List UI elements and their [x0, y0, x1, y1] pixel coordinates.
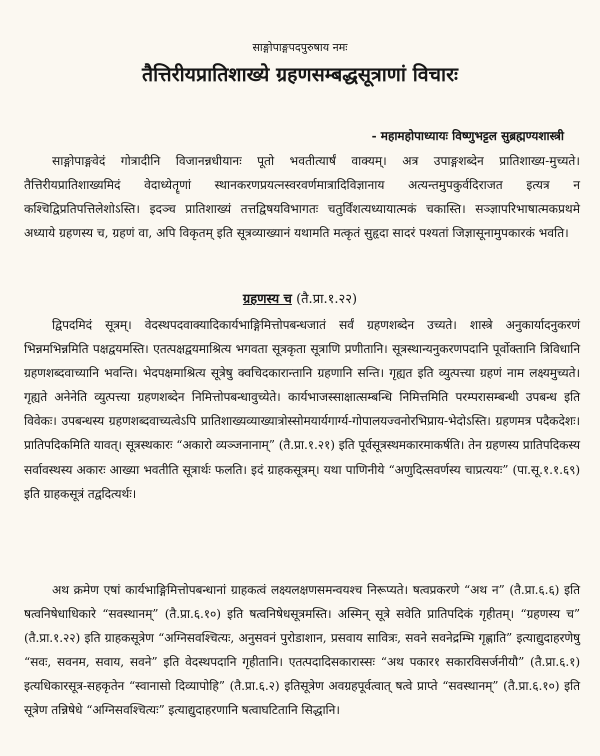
section-heading [0, 289, 600, 307]
body-block-2 [24, 578, 580, 723]
section-heading-ref: (तै.प्रा.१.२२) [296, 292, 358, 307]
body-paragraph-2: अथ क्रमेण एषां कार्यभाङ्गिमित्तोपबन्धानां ग्राहकत्वं लक्ष्यलक्षणसमन्वयश्च निरूप्यते। षत्वप्रकरणे “अथ न” (तै.प्रा.६.६) इति षत्वनिषेधाधिकारे “सवस्थानम्” (तै.प्रा.६.१०) इति षत्वनिषेधसूत्रमस्ति। अस्मिन् सूत्रे सवेति प्रातिपदिकं गृहीतम्। “ग्रहणस्य च” (तै.प्रा.१.२२) इति ग्राहकसूत्रेण “अग्निसवश्चित्यः, अनुसवनं पुरोडाशान, प्रसवाय सावित्रः, सवने सवनेद्रम्भि गृह्णाति” इत्याद्युदाहरणेषु “सवः, सवनम, सवाय, सवने” इति वेदस्थपदानि गृहीतानि। एतत्पदादिसकारास्सः “अथ पकार१ सकारविसर्जनीयौ” (तै.प्रा.६.१) इत्यधिकारसूत्र-सहकृतेन “स्वानासो दिव्यापोहि” (तै.प्रा.६.२) इतिसूत्रेण अवग्रहपूर्वत्वात् षत्वे प्राप्ते “सवस्थानम्” (तै.प्रा.६.१०) इति सूत्रेण तन्निषेधे “अग्निसवश्चित्यः” इत्याद्युदाहरणानि षत्वाघटितानि सिद्धानि। [24, 583, 580, 718]
author-line: - महामहोपाध्यायः विष्णुभट्टल सुब्रह्मण्यशास्त्री [371, 129, 564, 143]
page-title: तैत्तिरीयप्रातिशाख्ये ग्रहणसम्बद्धसूत्राणां विचारः [142, 63, 458, 86]
body-paragraph-1: द्विपदमिदं सूत्रम्। वेदस्थपदवाक्यादिकार्यभाङ्गिमित्तोपबन्धजातं सर्वं ग्रहणशब्देन उच्यते। शास्त्रे अनुकार्यादनुकरणं भिन्नमभिन्नमिति पक्षद्वयमस्ति। एतत्पक्षद्वयमाश्रित्य भगवता सूत्रकृता सूत्राणि प्रणीतानि। सूत्रस्थान्यनुकरणपदानि पूर्वोक्तानि त्रिविधानि ग्रहणशब्दवाच्यानि भवन्ति। भेदपक्षमाश्रित्य सूत्रेषु क्वचिदकारान्तानि ग्रहणानि सन्ति। गृह्यत इति व्युत्पत्त्या ग्रहणं नाम लक्ष्यमुच्यते। गृह्यते अनेनेति व्युत्पत्त्या ग्रहणशब्देन निमित्तोपबन्धावुच्येते। कार्यभाजस्साक्षात्सम्बन्धि निमित्तमिति परम्परासम्बन्धी उपबन्ध इति विवेकः। उपबन्धस्य ग्रहणशब्दवाच्यत्वेऽपि प्रातिशाख्यव्याख्यात्रोस्सोमयार्यगार्ग्य-गोपालयज्वनोरभिप्राय-भेदोऽस्ति। ग्रहणमत्र पदैकदेशः। प्रातिपदिकमिति यावत्। सूत्रस्थकारः “अकारो व्यञ्जनानाम्” (तै.प्रा.१.२१) इति पूर्वसूत्रस्थमकारमाकर्षति। तेन ग्रहणस्य प्रातिपदिकस्य सर्वावस्थस्य अकारः आख्या भवतीति सूत्रार्थः फलति। इदं ग्राहकसूत्रम्। यथा पाणिनीये “अणुदित्सवर्णस्य चाप्रत्ययः” (पा.सू.१.१.६९) इति ग्राहकसूत्रं तद्वदित्यर्थः। [24, 318, 580, 501]
intro-block [24, 149, 580, 245]
invocation: साङ्गोपाङ्गपदपुरुषाय नमः [252, 41, 348, 54]
intro-paragraph: साङ्गोपाङ्गवेदं गोत्रादीनि विजानन्नधीयानः पूतो भवतीत्यार्षं वाक्यम्। अत्र उपाङ्गशब्देन प्रातिशाख्य-मुच्यते। तैत्तिरीयप्रातिशाख्यमिदं वेदाध्येतॄणां स्थानकरणप्रयत्नस्वरवर्णमात्रादिविज्ञानाय अत्यन्तमुपकुर्वदिराजत इत्यत्र न कश्चिद्विप्रतिपत्तिलेशोऽस्ति। इदञ्च प्रातिशाख्यं तत्तद्विषयविभागतः चतुर्विंशत्यध्यायात्मकं चकास्ति। सञ्ज्ञापरिभाषात्मकप्रथमे अध्याये ग्रहणस्य च, ग्रहणं वा, अपि विकृतम् इति सूत्रव्याख्यानं यथामति मत्कृतं सुहृदा सादरं पश्यतां जिज्ञासूनामुपकारकं भवति। [24, 154, 580, 241]
body-block-1 [24, 313, 580, 506]
section-heading-text: ग्रहणस्य च [242, 292, 292, 307]
